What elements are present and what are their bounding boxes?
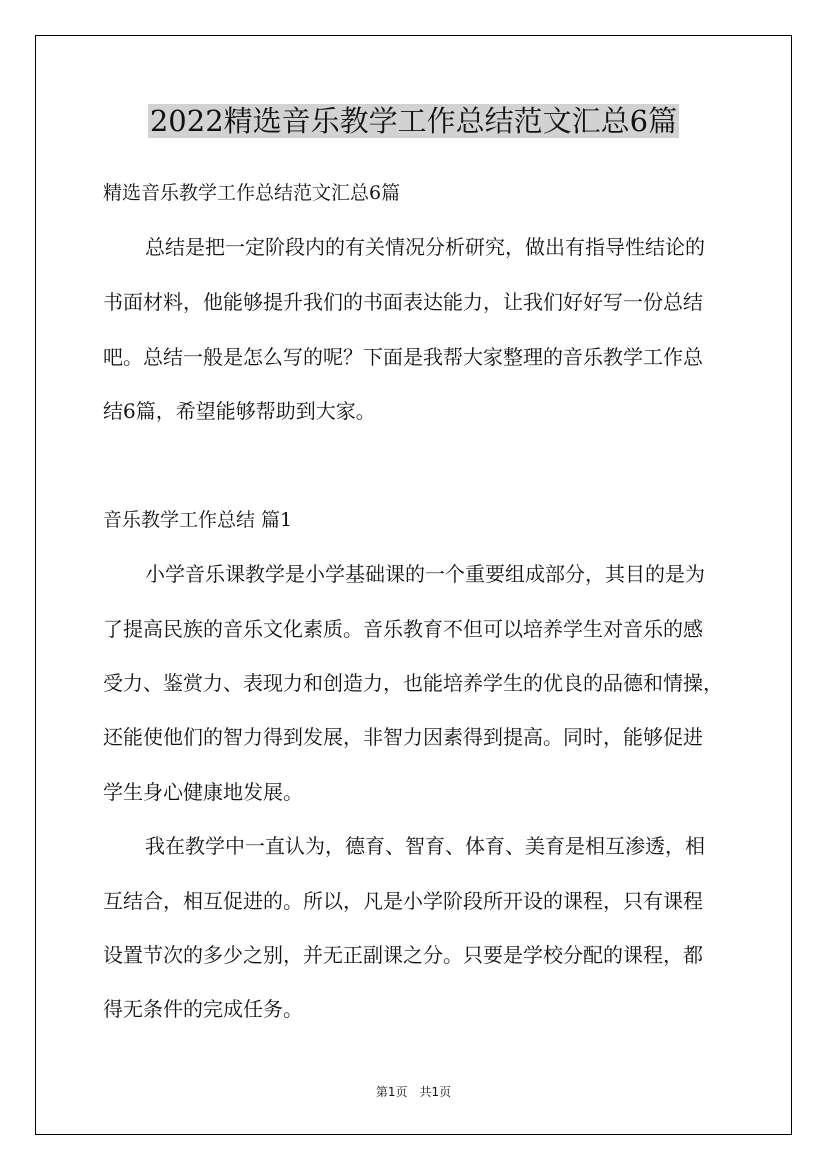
- section-heading: 音乐教学工作总结 篇1: [103, 509, 293, 531]
- document-title: [0, 100, 827, 142]
- paragraph-line: 了提高民族的音乐文化素质。音乐教育不但可以培养学生对音乐的感: [103, 617, 703, 641]
- paragraph-line: 我在教学中一直认为，德育、智育、体育、美育是相互渗透，相: [145, 834, 705, 858]
- paragraph-line: 设置节次的多少之别，并无正副课之分。只要是学校分配的课程，都: [103, 943, 703, 967]
- document-subtitle: 精选音乐教学工作总结范文汇总6篇: [103, 182, 401, 204]
- paragraph-line: 互结合，相互促进的。所以，凡是小学阶段所开设的课程，只有课程: [103, 889, 703, 913]
- intro-line: 吧。总结一般是怎么写的呢？下面是我帮大家整理的音乐教学工作总: [103, 345, 703, 369]
- intro-line: 结6篇，希望能够帮助到大家。: [103, 399, 376, 423]
- paragraph-line: 受力、鉴赏力、表现力和创造力，也能培养学生的优良的品德和情操，: [103, 671, 723, 695]
- paragraph-line: 得无条件的完成任务。: [103, 997, 303, 1021]
- paragraph-line: 学生身心健康地发展。: [103, 780, 303, 804]
- paragraph-line: 小学音乐课教学是小学基础课的一个重要组成部分，其目的是为: [145, 562, 705, 586]
- page-footer: [0, 1082, 827, 1102]
- paragraph-line: 还能使他们的智力得到发展，非智力因素得到提高。同时，能够促进: [103, 725, 703, 749]
- page-number-total: 共1页: [419, 1085, 452, 1099]
- document-title-text: 2022精选音乐教学工作总结范文汇总6篇: [149, 104, 678, 138]
- intro-line: 书面材料，他能够提升我们的书面表达能力，让我们好好写一份总结: [103, 290, 703, 314]
- page-number-current: 第1页: [375, 1085, 408, 1099]
- intro-line: 总结是把一定阶段内的有关情况分析研究，做出有指导性结论的: [145, 235, 705, 259]
